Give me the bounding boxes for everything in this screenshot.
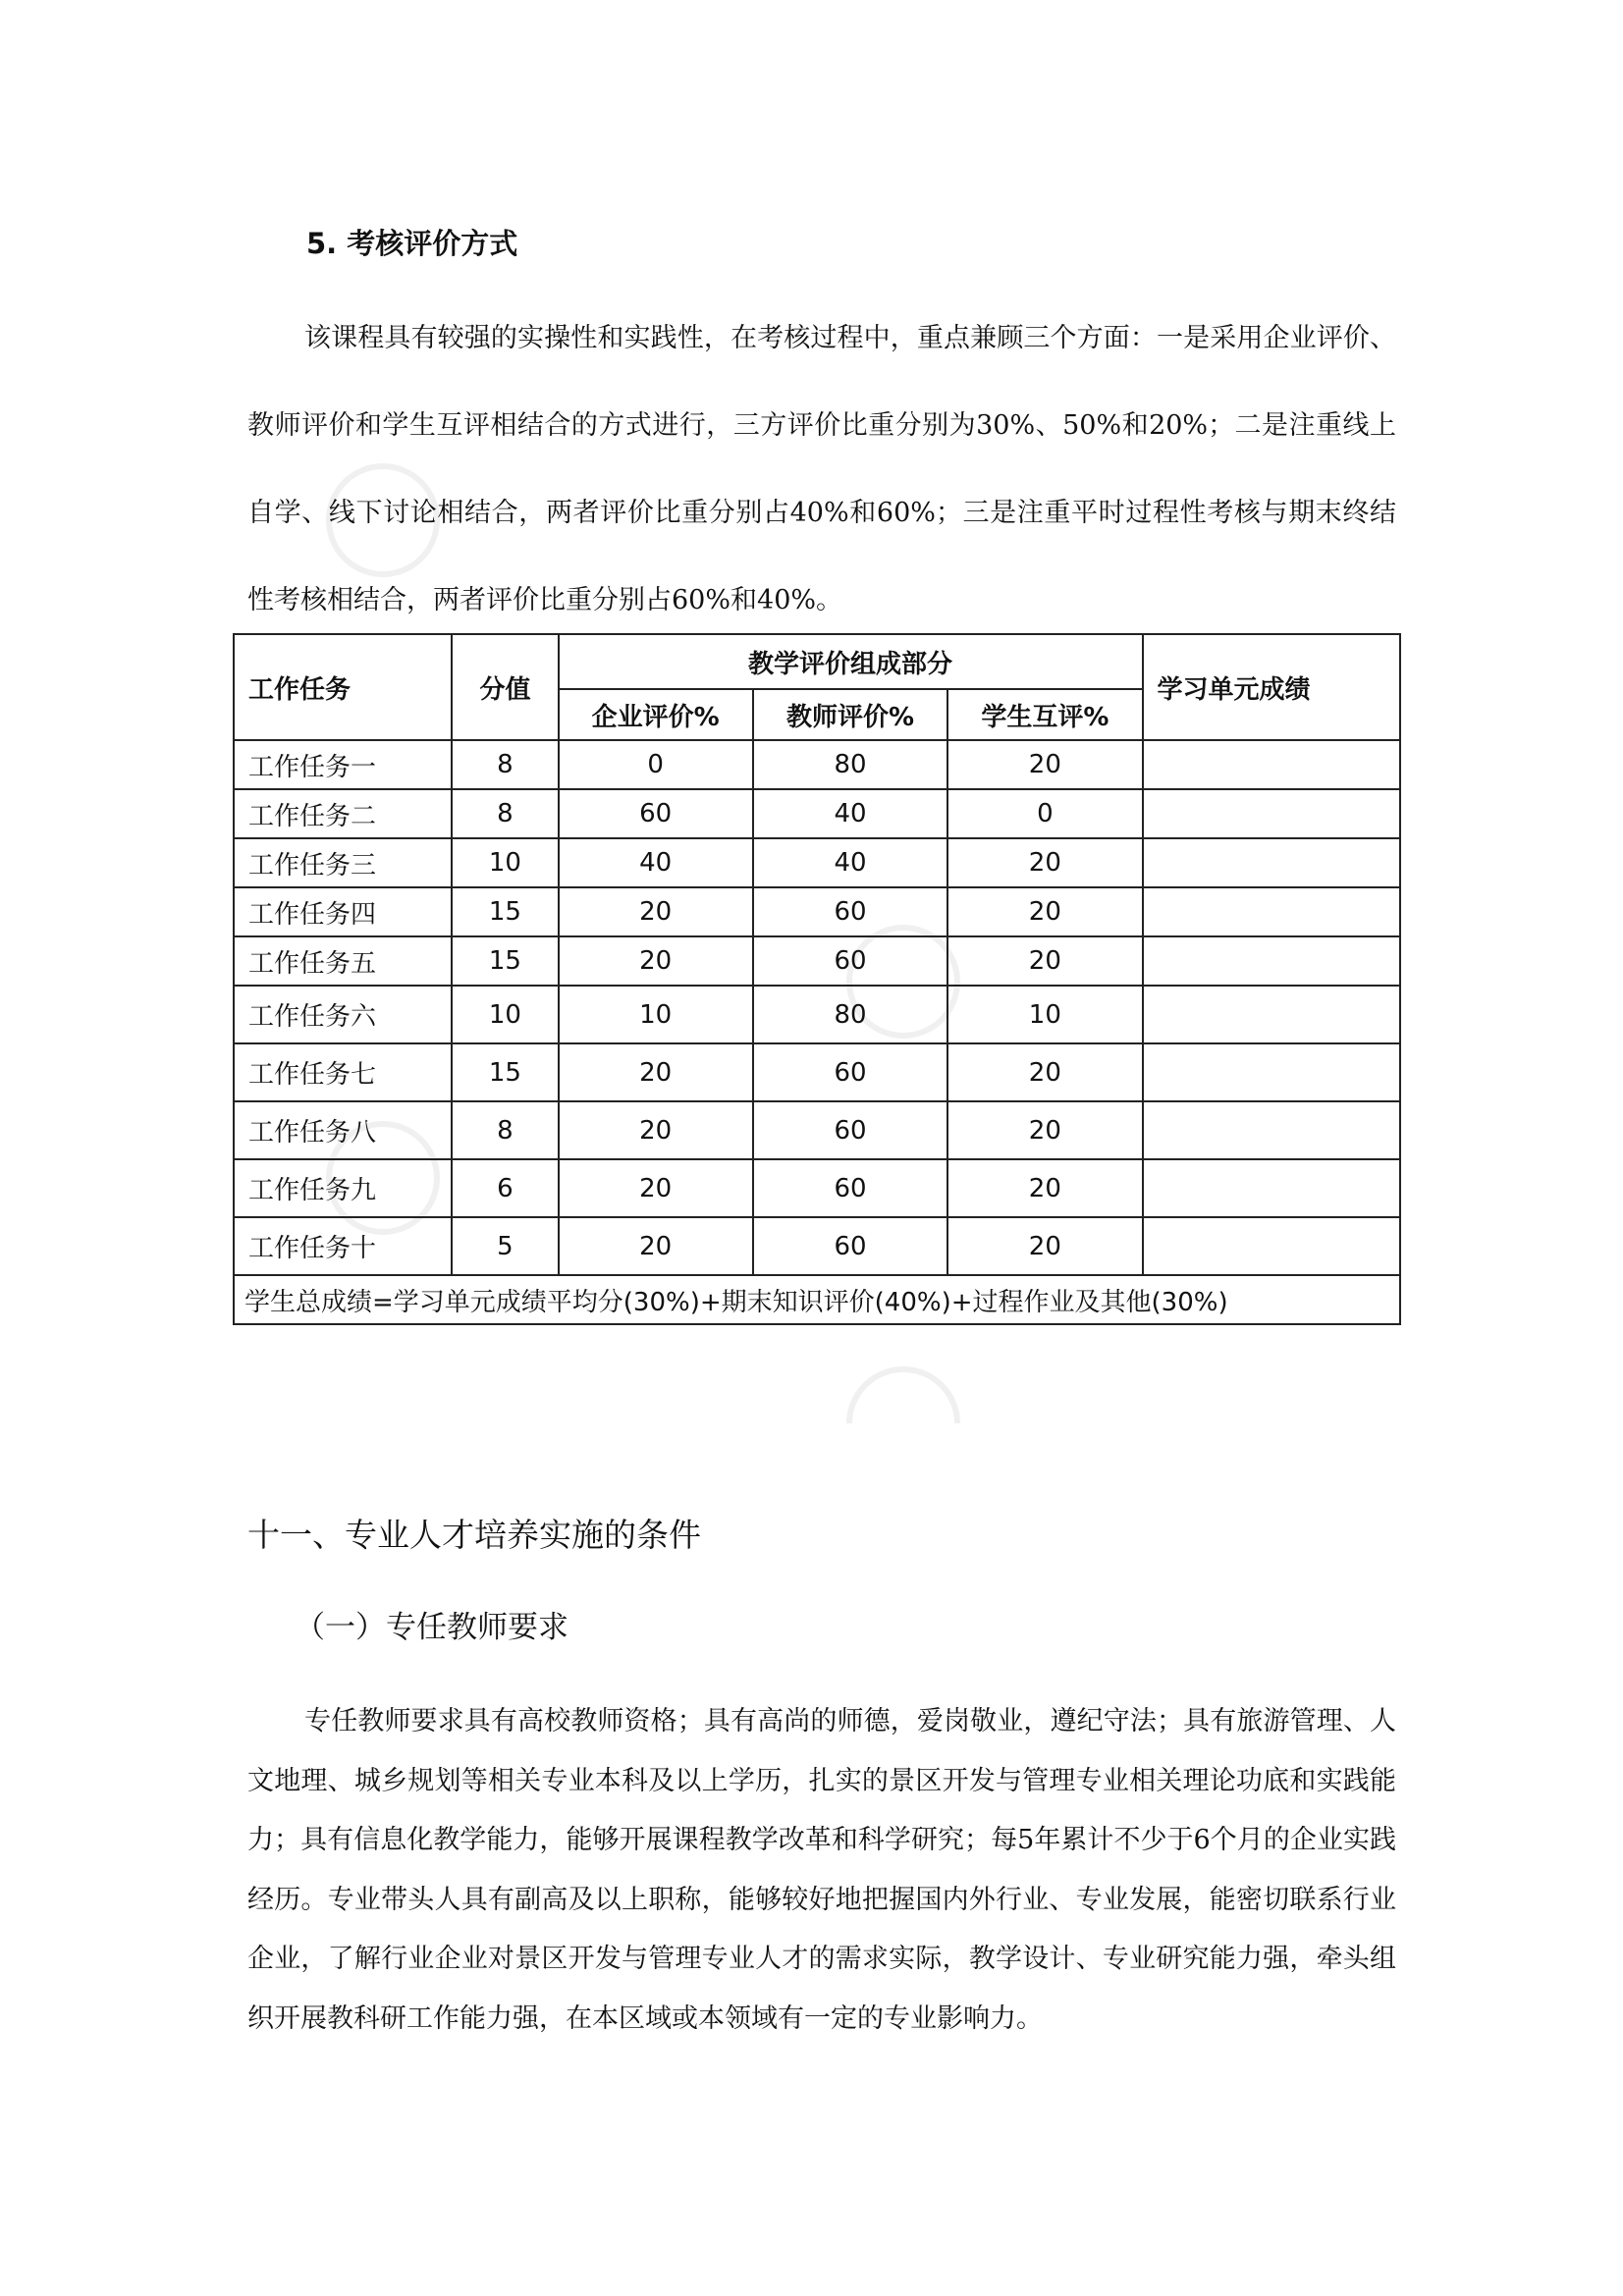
table-row: [234, 789, 1400, 838]
cell-teacher: 80: [753, 740, 947, 789]
cell-task: 工作任务四: [234, 887, 452, 936]
cell-enterprise: 60: [559, 789, 753, 838]
cell-unit: [1143, 887, 1400, 936]
cell-enterprise: 20: [559, 1217, 753, 1275]
cell-score: 15: [452, 887, 558, 936]
cell-enterprise: 10: [559, 986, 753, 1043]
table-row: [234, 1101, 1400, 1159]
header-score: 分值: [452, 634, 558, 740]
cell-peer: 10: [947, 986, 1142, 1043]
cell-unit: [1143, 1101, 1400, 1159]
cell-unit: [1143, 789, 1400, 838]
cell-unit: [1143, 1217, 1400, 1275]
table-footer-row: [234, 1275, 1400, 1324]
cell-score: 15: [452, 1043, 558, 1101]
cell-peer: 20: [947, 1217, 1142, 1275]
header-task: 工作任务: [234, 634, 452, 740]
cell-unit: [1143, 740, 1400, 789]
cell-enterprise: 20: [559, 887, 753, 936]
cell-unit: [1143, 838, 1400, 887]
cell-peer: 20: [947, 740, 1142, 789]
cell-task: 工作任务八: [234, 1101, 452, 1159]
cell-task: 工作任务七: [234, 1043, 452, 1101]
header-enterprise: 企业评价%: [559, 689, 753, 740]
cell-enterprise: 0: [559, 740, 753, 789]
cell-unit: [1143, 986, 1400, 1043]
header-teacher: 教师评价%: [753, 689, 947, 740]
cell-task: 工作任务三: [234, 838, 452, 887]
cell-enterprise: 20: [559, 936, 753, 986]
cell-score: 10: [452, 986, 558, 1043]
cell-score: 10: [452, 838, 558, 887]
cell-score: 5: [452, 1217, 558, 1275]
assessment-paragraph: 该课程具有较强的实操性和实践性，在考核过程中，重点兼顾三个方面：一是采用企业评价、教师评价和学生互评相结合的方式进行，三方评价比重分别为30%、50%和20%；二是注重线上自学、线下讨论相结合，两者评价比重分别占40%和60%；三是注重平时过程性考核与期末终结性考核相结合，两者评价比重分别占60%和40%。: [247, 323, 1396, 615]
table-row: [234, 936, 1400, 986]
cell-peer: 20: [947, 887, 1142, 936]
table-row: [234, 838, 1400, 887]
cell-score: 6: [452, 1159, 558, 1217]
cell-peer: 20: [947, 1043, 1142, 1101]
cell-enterprise: 40: [559, 838, 753, 887]
evaluation-table: [233, 633, 1401, 1325]
table-row: [234, 740, 1400, 789]
cell-unit: [1143, 1043, 1400, 1101]
table-row: [234, 1217, 1400, 1275]
cell-enterprise: 20: [559, 1101, 753, 1159]
cell-teacher: 80: [753, 986, 947, 1043]
cell-task: 工作任务十: [234, 1217, 452, 1275]
cell-peer: 20: [947, 838, 1142, 887]
cell-teacher: 60: [753, 936, 947, 986]
cell-teacher: 40: [753, 789, 947, 838]
cell-peer: 20: [947, 1159, 1142, 1217]
cell-task: 工作任务一: [234, 740, 452, 789]
cell-peer: 20: [947, 936, 1142, 986]
cell-teacher: 60: [753, 1043, 947, 1101]
cell-teacher: 60: [753, 1217, 947, 1275]
cell-teacher: 60: [753, 1159, 947, 1217]
header-unit-score: 学习单元成绩: [1143, 634, 1400, 740]
teacher-requirements-paragraph: 专任教师要求具有高校教师资格；具有高尚的师德，爱岗敬业，遵纪守法；具有旅游管理、人文地理、城乡规划等相关专业本科及以上学历，扎实的景区开发与管理专业相关理论功底和实践能力；具有信息化教学能力，能够开展课程教学改革和科学研究；每5年累计不少于6个月的企业实践经历。专业带头人具有副高及以上职称，能够较好地把握国内外行业、专业发展，能密切联系行业企业，了解行业企业对景区开发与管理专业人才的需求实际，教学设计、专业研究能力强，牵头组织开展教科研工作能力强，在本区域或本领域有一定的专业影响力。: [247, 1706, 1396, 2034]
cell-teacher: 40: [753, 838, 947, 887]
table-row: [234, 887, 1400, 936]
cell-score: 15: [452, 936, 558, 986]
cell-unit: [1143, 1159, 1400, 1217]
total-score-formula: 学生总成绩=学习单元成绩平均分(30%)+期末知识评价(40%)+过程作业及其他(30%): [234, 1275, 1400, 1324]
cell-teacher: 60: [753, 887, 947, 936]
header-peer: 学生互评%: [947, 689, 1142, 740]
cell-task: 工作任务二: [234, 789, 452, 838]
cell-peer: 20: [947, 1101, 1142, 1159]
chapter-subtitle: （一）专任教师要求: [295, 1610, 568, 1645]
table-row: [234, 1159, 1400, 1217]
cell-enterprise: 20: [559, 1043, 753, 1101]
cell-task: 工作任务九: [234, 1159, 452, 1217]
section-title: 5. 考核评价方式: [306, 227, 518, 260]
header-evaluation-group: 教学评价组成部分: [559, 634, 1143, 689]
chapter-title: 十一、专业人才培养实施的条件: [247, 1516, 701, 1554]
cell-score: 8: [452, 740, 558, 789]
cell-unit: [1143, 936, 1400, 986]
table-row: [234, 1043, 1400, 1101]
table-row: [234, 986, 1400, 1043]
cell-enterprise: 20: [559, 1159, 753, 1217]
cell-task: 工作任务五: [234, 936, 452, 986]
cell-teacher: 60: [753, 1101, 947, 1159]
cell-score: 8: [452, 1101, 558, 1159]
cell-score: 8: [452, 789, 558, 838]
cell-task: 工作任务六: [234, 986, 452, 1043]
cell-peer: 0: [947, 789, 1142, 838]
